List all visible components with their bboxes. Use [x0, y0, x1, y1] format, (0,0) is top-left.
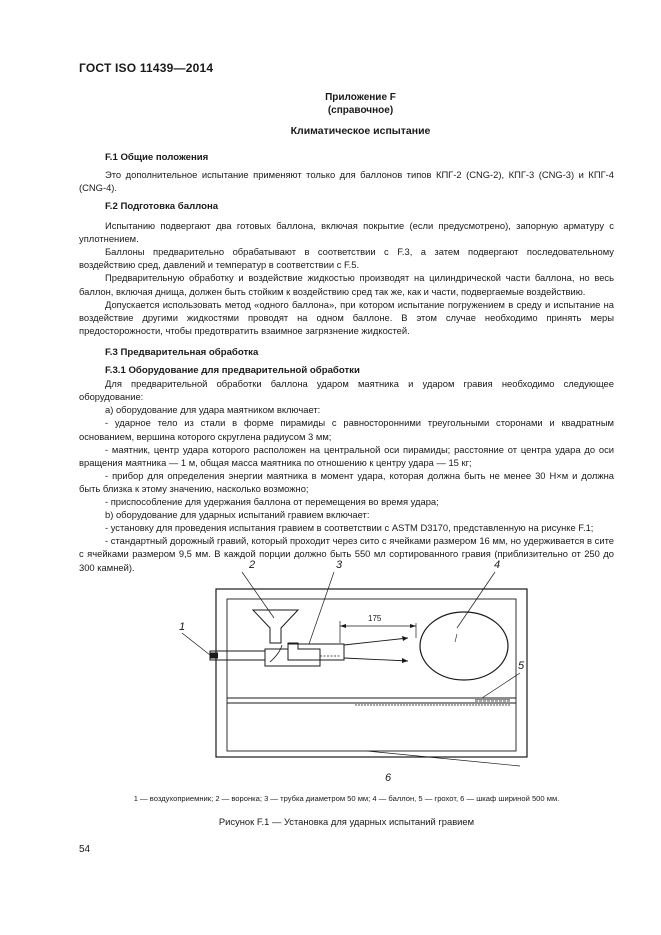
section-f2 — [79, 200, 614, 337]
cylinder-mark — [455, 634, 457, 642]
label-2: 2 — [249, 559, 256, 571]
tube — [288, 644, 344, 660]
gravel-impact-apparatus-figure — [170, 548, 530, 784]
paragraph: Баллоны предварительно обрабатывают в соответствии с F.3, а затем подвергают последовательному воздействию сред, давлений и температур в соответствии с F.5. — [79, 246, 614, 271]
list-line: Для предварительной обработки баллона ударом маятника и ударом гравия необходимо следующее оборудование: — [79, 378, 614, 403]
section-f1 — [79, 151, 614, 194]
appendix-type: (справочное) — [327, 105, 394, 116]
section-heading: F.1 Общие положения — [105, 152, 209, 163]
trajectory-arrow — [344, 658, 408, 661]
label-5: 5 — [518, 660, 525, 672]
paragraph: Это дополнительное испытание применяют только для баллонов типов КПГ-2 (CNG-2), КПГ-3 (CNG-3) и КПГ-4 (CNG-4). — [79, 169, 614, 194]
section-heading: F.2 Подготовка баллона — [105, 201, 219, 212]
paragraph: Допускается использовать метод «одного баллона», при котором испытание погружением в среду и испытание на воздействие другими жидкостями проводят на одном баллоне. В этом случае необходимо принять меры предосторожности, чтобы предотвратить взаимное загрязнение жидкостей. — [79, 298, 614, 336]
label-4: 4 — [494, 559, 501, 571]
list-line: - стандартный дорожный гравий, который проходит через сито с ячейками размером 16 мм, но удерживается в сите с ячейками размером 9,5 мм. В каждой порции должно быть 550 мл сортированного гравия (приблизительно от 250 до 300 камней). — [79, 535, 614, 573]
list-line: b) оборудование для ударных испытаний гравием включает: — [105, 509, 370, 521]
mixer-body — [265, 643, 320, 666]
leader-line — [242, 572, 274, 618]
paragraph: Испытанию подвергают два готовых баллона, включая покрытие (если предусмотрено), запорную арматуру с уплотнением. — [79, 220, 614, 245]
arrowhead — [410, 624, 416, 628]
standard-designation: ГОСТ ISO 11439—2014 — [79, 61, 214, 75]
leader-line — [182, 633, 210, 655]
leader-line — [482, 673, 520, 698]
dimension-value: 175 — [368, 614, 382, 623]
leader-line — [367, 751, 520, 766]
section-f3 — [79, 346, 614, 574]
appendix-label: Приложение F — [325, 92, 396, 103]
list-line: - установку для проведения испытания гравием в соответствии с ASTM D3170, представленную на рисунке F.1; — [105, 522, 594, 534]
figure-legend: 1 — воздухоприемник; 2 — воронка; 3 — трубка диаметром 50 мм; 4 — баллон, 5 — грохот, 6 — шкаф шириной 500 мм. — [133, 794, 560, 803]
paragraph: Предварительную обработку и воздействие жидкостью производят на цилиндрической части баллона, но весь баллон, включая днища, должен быть стойким к воздействию сред так же, как и части, подвергаемые воздействию. — [79, 272, 614, 297]
figure-title: Рисунок F.1 — Установка для ударных испытаний гравием — [218, 816, 475, 827]
arrowhead — [402, 636, 408, 641]
list-line: - приспособление для удержания баллона от перемещения во время удара; — [105, 496, 439, 508]
arrowhead — [402, 658, 408, 663]
label-1: 1 — [179, 621, 186, 633]
subsection-heading: F.3.1 Оборудование для предварительной обработки — [105, 365, 360, 377]
air-intake-end — [210, 653, 218, 659]
list-line: - прибор для определения энергии маятника в момент удара, которая должна быть не менее 30 Н×м и должна быть близка к этому значению, насколько возможно; — [79, 469, 614, 494]
section-heading: F.3 Предварительная обработка — [105, 347, 259, 358]
appendix-title: Климатическое испытание — [290, 125, 431, 137]
funnel — [253, 610, 298, 643]
mixer-curve — [270, 645, 282, 662]
list-line: а) оборудование для удара маятником включает: — [105, 404, 321, 416]
leader-line — [457, 572, 495, 628]
trajectory-arrow — [344, 638, 408, 645]
cylinder — [420, 612, 508, 680]
label-3: 3 — [336, 559, 343, 571]
list-line: - ударное тело из стали в форме пирамиды с равносторонними треугольными сторонами и квадратным основанием, вершина которого скруглена радиусом 3 мм; — [79, 417, 614, 442]
page-number: 54 — [79, 844, 91, 855]
arrowhead — [340, 624, 346, 628]
label-6: 6 — [385, 772, 392, 784]
list-line: - маятник, центр удара которого расположен на центральной оси пирамиды; расстояние от центра удара до оси вращения маятника — 1 м, общая масса маятника по отношению к центру удара — 15 кг; — [79, 443, 614, 468]
leader-line — [309, 572, 334, 644]
air-intake — [210, 651, 265, 660]
